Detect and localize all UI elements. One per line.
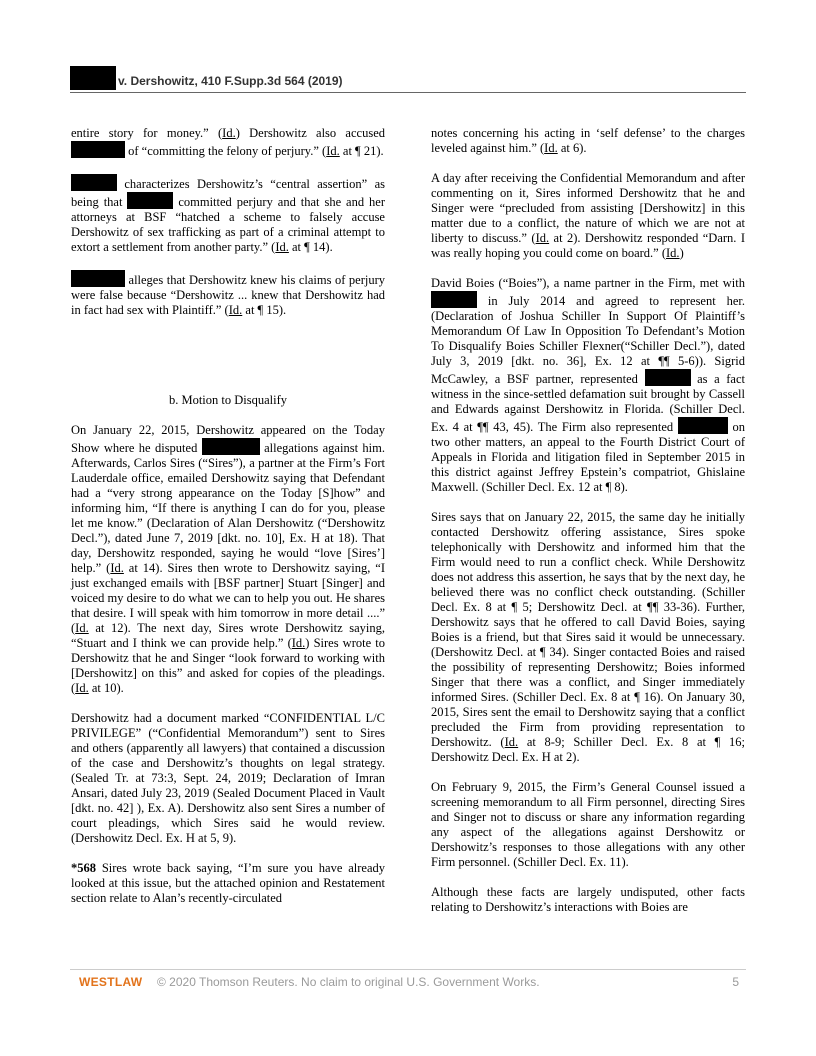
id-citation: Id. — [535, 231, 550, 245]
redaction-block — [70, 66, 116, 90]
section-heading: b. Motion to Disqualify — [168, 393, 288, 407]
redaction-block — [71, 141, 125, 158]
id-citation: Id. — [110, 561, 124, 575]
right-column — [431, 126, 745, 930]
redaction-block — [645, 369, 691, 386]
star-page-marker: *568 — [71, 861, 96, 875]
id-citation: Id. — [275, 240, 289, 254]
redaction-block — [127, 192, 173, 209]
id-citation: Id. — [75, 681, 89, 695]
paragraph: Sires says that on January 22, 2015, the same day he initially contacted Dershowitz offering assistance, Sires spoke telephonically with Dershowitz and informed him that the Firm would need to run a conflict check. While Dershowitz does not address this assertion, he says that by the next day, he believed there was no conflict check outstanding. (Schiller Decl. Ex. 8 at ¶ 5; Dershowitz Decl. at ¶¶ 33-36). Further, Dershowitz says that he offered to call David Boies, saying Boies is a friend, but that Sires said it would be unnecessary. (Dershowitz Decl. at ¶ 34). Singer contacted Boies and raised the possibility of representing Dershowitz; Boies informed Singer that there was a conflict, and Singer immediately informed Sires. (Schiller Decl. Ex. 8 at ¶ 16). On January 30, 2015, Sires sent the email to Dershowitz saying that a conflict precluded the Firm from providing representation to Dershowitz. (Id. at 8-9; Schiller Decl. Ex. 8 at ¶ 16; Dershowitz Decl. Ex. H at 2). — [431, 510, 745, 764]
paragraph: notes concerning his acting in ‘self defense’ to the charges leveled against him.” (Id. at 6). — [431, 126, 745, 155]
paragraph: characterizes Dershowitz’s “central assertion” as being that committed perjury and that she and her attorneys at BSF “hatched a scheme to falsely accuse Dershowitz of sex trafficking as part of a criminal attempt to extort a settlement from another party.” (Id. at ¶ 14). — [71, 174, 385, 255]
id-citation: Id. — [544, 141, 558, 155]
header-divider — [70, 92, 746, 93]
copyright-notice: © 2020 Thomson Reuters. No claim to original U.S. Government Works. — [157, 975, 540, 989]
redaction-block — [71, 270, 125, 287]
id-citation: Id. — [326, 144, 340, 158]
id-citation: Id. — [75, 621, 89, 635]
paragraph: Although these facts are largely undisputed, other facts relating to Dershowitz’s interactions with Boies are — [431, 885, 745, 914]
page-number: 5 — [732, 975, 739, 989]
case-title: v. Dershowitz, 410 F.Supp.3d 564 (2019) — [118, 74, 343, 88]
redaction-block — [202, 438, 260, 455]
paragraph: A day after receiving the Confidential Memorandum and after commenting on it, Sires informed Dershowitz that he and Singer were “precluded from assisting [Dershowitz] in this matter due to a conflict, the nature of which we are not at liberty to discuss.” (Id. at 2). Dershowitz responded “Darn. I was really hoping you could come on board.” (Id.) — [431, 171, 745, 260]
id-citation: Id. — [291, 636, 306, 650]
redaction-block — [678, 417, 728, 434]
redaction-block — [431, 291, 477, 308]
id-citation: Id. — [504, 735, 519, 749]
paragraph: Dershowitz had a document marked “CONFIDENTIAL L/C PRIVILEGE” (“Confidential Memorandum”) sent to Sires and others (apparently all lawyers) that contained a discussion of the case and Dershowitz’s thoughts on legal strategy. (Sealed Tr. at 73:3, Sept. 24, 2019; Declaration of Imran Ansari, dated July 23, 2019 (Sealed Document Placed in Vault [dkt. no. 42] ), Ex. A). Dershowitz also sent Sires a number of court pleadings, which Sires said he would review. (Dershowitz Decl. Ex. H at 5, 9). — [71, 711, 385, 845]
paragraph: *568 Sires wrote back saying, “I’m sure you have already looked at this issue, but the attached opinion and Restatement section relate to Alan’s recently-circulated — [71, 861, 385, 905]
page-footer — [79, 975, 739, 993]
running-header — [70, 64, 746, 92]
paragraph: On January 22, 2015, Dershowitz appeared on the Today Show where he disputed allegations against him. Afterwards, Carlos Sires (“Sires”), a partner at the Firm’s Fort Lauderdale office, emailed Dershowitz saying that Defendant had a “very strong appearance on the Today [S]how” and informing him, “If there is anything I can do for you, please let me know.” (Declaration of Alan Dershowitz (“Dershowitz Decl.”), dated June 7, 2019 [dkt. no. 10], Ex. H at 18). That day, Dershowitz responded, saying he would “love [Sires’] help.” (Id. at 14). Sires then wrote to Dershowitz saying, “I just exchanged emails with [BSF partner] Stuart [Singer] and voiced my desire to do what we can to help you out. He shares that desire. I will speak with him tomorrow in more detail ....” (Id. at 12). The next day, Sires wrote Dershowitz saying, “Stuart and I think we can provide help.” (Id.) Sires wrote to Dershowitz that he and Singer “look forward to working with [Dershowitz] on this” and asked for copies of the pleadings. (Id. at 10). — [71, 423, 386, 695]
paragraph: alleges that Dershowitz knew his claims of perjury were false because “Dershowitz ... knew that Dershowitz had in fact had sex with Plaintiff.” (Id. at ¶ 15). — [71, 270, 385, 318]
id-citation: Id. — [222, 126, 236, 140]
id-citation: Id. — [666, 246, 680, 260]
paragraph: entire story for money.” (Id.) Dershowitz also accused of “committing the felony of perjury.” (Id. at ¶ 21). — [71, 126, 385, 158]
footer-divider — [70, 969, 746, 970]
left-column — [71, 126, 385, 921]
redaction-block — [71, 174, 117, 191]
paragraph: On February 9, 2015, the Firm’s General Counsel issued a screening memorandum to all Firm personnel, directing Sires and Singer not to discuss or share any information regarding any aspect of the allegations against Dershowitz or Dershowitz’s responses to those allegations with any other Firm personnel. (Schiller Decl. Ex. 11). — [431, 780, 745, 869]
westlaw-logo: WESTLAW — [79, 975, 143, 989]
paragraph: David Boies (“Boies”), a name partner in the Firm, met with in July 2014 and agreed to represent her. (Declaration of Joshua Schiller In Support Of Plaintiff’s Memorandum Of Law In Opposition To Defendant’s Motion To Disqualify Boies Schiller Flexner(“Schiller Decl.”), dated July 3, 2019 [dkt. no. 36], Ex. 12 at ¶¶ 5-6)). Sigrid McCawley, a BSF partner, represented as a fact witness in the since-settled defamation suit brought by Cassell and Edwards against Dershowitz in Florida. (Schiller Decl. Ex. 4 at ¶¶ 43, 45). The Firm also represented on two other matters, an appeal to the Fourth District Court of Appeals in Florida and litigation filed in September 2015 in this district against Jeffrey Epstein’s compatriot, Ghislaine Maxwell. (Schiller Decl. Ex. 12 at ¶ 8). — [431, 276, 745, 494]
id-citation: Id. — [228, 303, 243, 317]
